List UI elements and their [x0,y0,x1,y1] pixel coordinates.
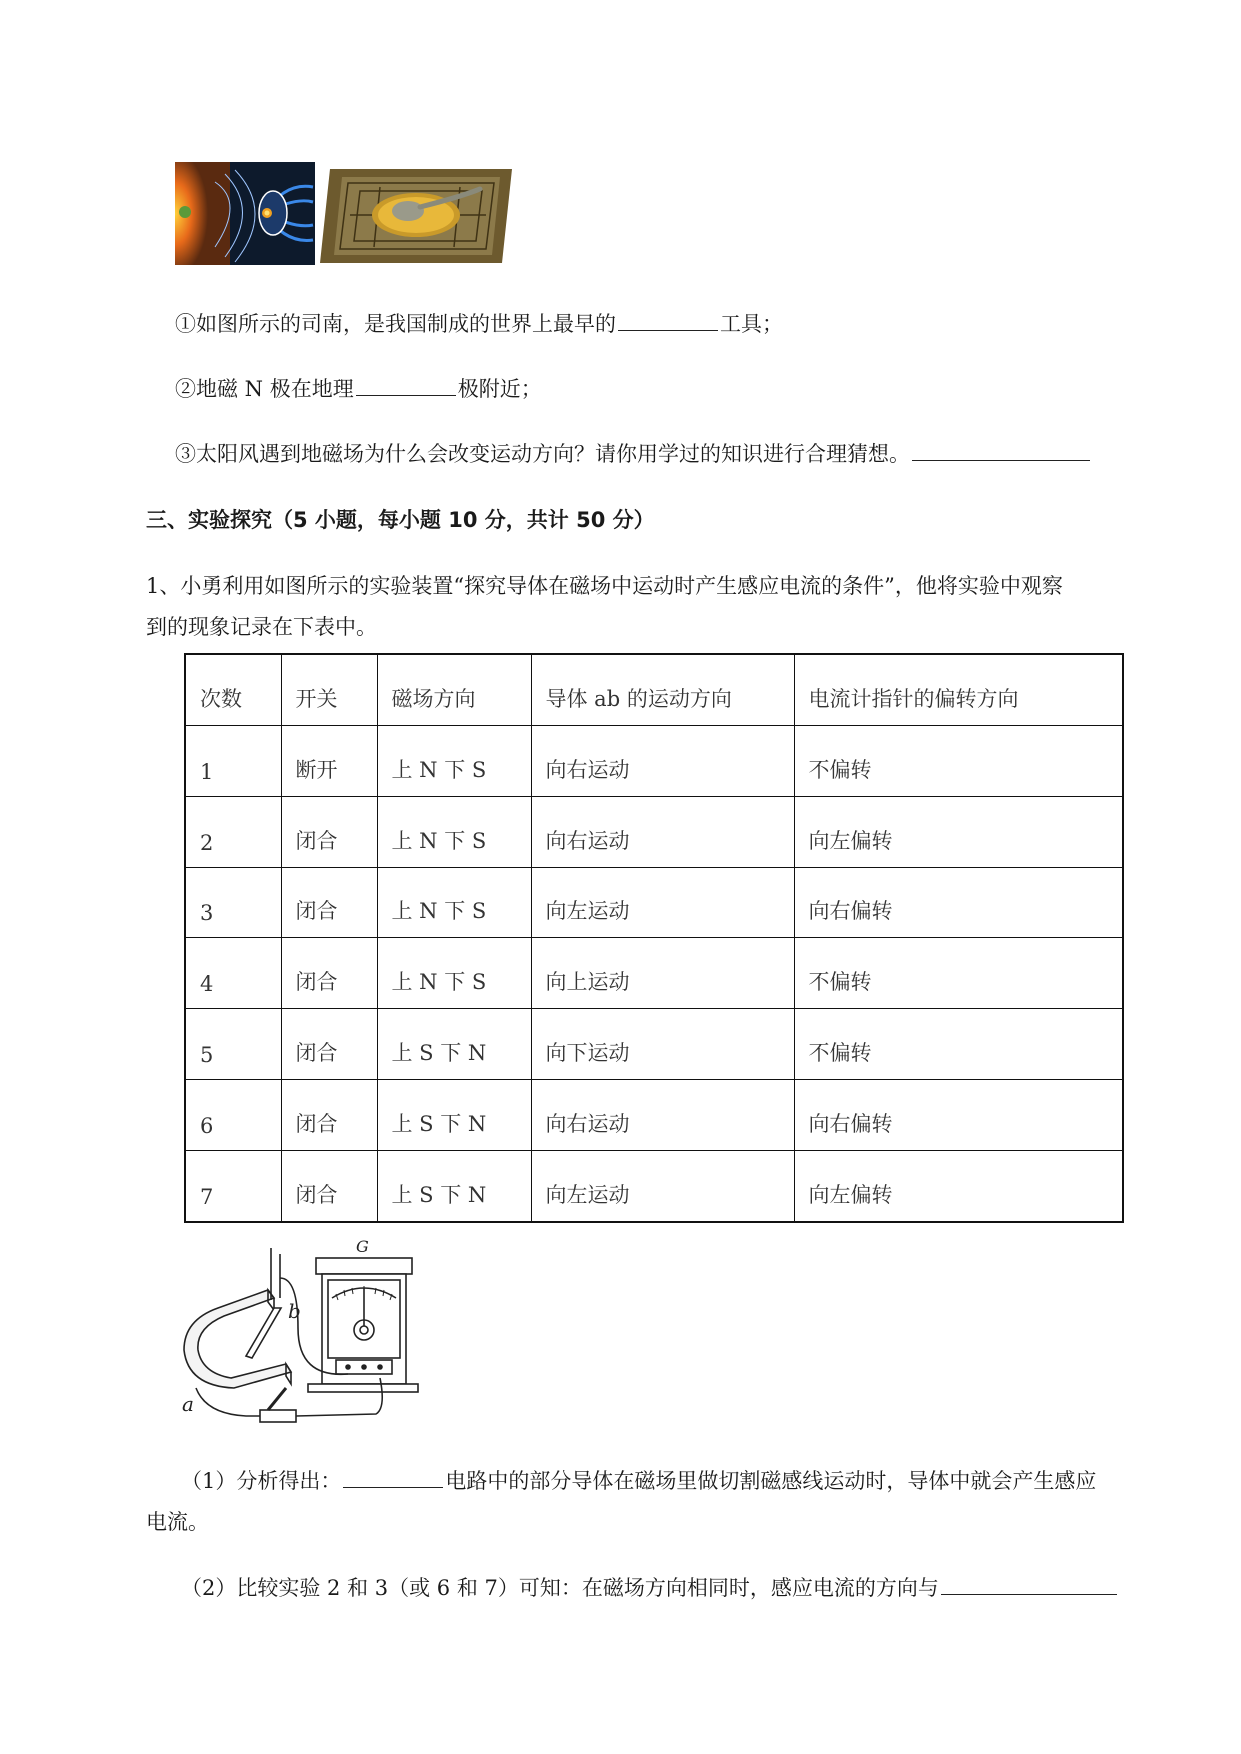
section-title: 三、实验探究（5 小题，每小题 10 分，共计 50 分） [146,508,655,532]
table-cell: 上 N 下 S [377,726,531,797]
answer-blank [343,1486,443,1488]
table-cell: 3 [185,867,281,938]
table-cell: 4 [185,938,281,1009]
question-geomagnetic-pole: ②地磁 N 极在地理 极附近； [175,377,542,401]
table-cell: 向右运动 [531,1080,794,1151]
table-cell: 不偏转 [794,1009,1123,1080]
table-cell: 闭合 [281,796,377,867]
table-row [185,1009,1123,1080]
table-cell: 上 N 下 S [377,938,531,1009]
label-g: G [356,1238,369,1256]
question-solar-wind: ③太阳风遇到地磁场为什么会改变运动方向？请你用学过的知识进行合理猜想。 [175,444,1092,465]
table-row [185,1080,1123,1151]
table-row [185,796,1123,867]
table-cell: 不偏转 [794,726,1123,797]
subquestion-1-continued: 电流。 [146,1510,209,1534]
table-cell: 5 [185,1009,281,1080]
table-cell: 上 S 下 N [377,1009,531,1080]
subquestion-2: （2）比较实验 2 和 3（或 6 和 7）可知：在磁场方向相同时，感应电流的方向与 [181,1578,1119,1599]
table-header-row [185,654,1123,726]
label-a: a [182,1392,194,1416]
table-cell: 上 N 下 S [377,796,531,867]
table-header-cell: 电流计指针的偏转方向 [794,654,1123,726]
table-header-cell: 导体 ab 的运动方向 [531,654,794,726]
table-cell: 1 [185,726,281,797]
answer-blank [356,394,456,396]
table-cell: 向上运动 [531,938,794,1009]
table-cell: 向右偏转 [794,1080,1123,1151]
table-cell: 不偏转 [794,938,1123,1009]
table-cell: 闭合 [281,1009,377,1080]
experiment-table [184,653,1124,1223]
table-cell: 断开 [281,726,377,797]
table-cell: 2 [185,796,281,867]
table-cell: 向左偏转 [794,1150,1123,1222]
answer-blank [912,459,1090,461]
problem-1-text-line-1: 1、小勇利用如图所示的实验装置“探究导体在磁场中运动时产生感应电流的条件”，他将实验中观察 [146,574,1063,598]
induction-apparatus-diagram [176,1238,426,1430]
table-cell: 7 [185,1150,281,1222]
table-cell: 向右运动 [531,796,794,867]
table-cell: 向左偏转 [794,796,1123,867]
sinan-compass-image [320,167,512,265]
magnetosphere-image [175,162,315,265]
table-cell: 向右偏转 [794,867,1123,938]
table-cell: 向左运动 [531,867,794,938]
table-cell: 上 S 下 N [377,1080,531,1151]
table-cell: 闭合 [281,867,377,938]
table-cell: 闭合 [281,1080,377,1151]
table-cell: 向左运动 [531,1150,794,1222]
answer-blank [618,329,718,331]
problem-1-text-line-2: 到的现象记录在下表中。 [146,615,377,639]
table-header-cell: 磁场方向 [377,654,531,726]
subquestion-1: （1）分析得出： 电路中的部分导体在磁场里做切割磁感线运动时，导体中就会产生感应 [181,1469,1097,1493]
question-compass-tool: ①如图所示的司南，是我国制成的世界上最早的 工具； [175,312,783,336]
table-row [185,1150,1123,1222]
label-b: b [288,1299,301,1323]
table-cell: 向下运动 [531,1009,794,1080]
table-row [185,726,1123,797]
table-cell: 上 S 下 N [377,1150,531,1222]
table-cell: 上 N 下 S [377,867,531,938]
table-row [185,867,1123,938]
table-cell: 6 [185,1080,281,1151]
table-cell: 闭合 [281,938,377,1009]
table-header-cell: 开关 [281,654,377,726]
table-cell: 向右运动 [531,726,794,797]
table-row [185,938,1123,1009]
table-header-cell: 次数 [185,654,281,726]
answer-blank [941,1593,1117,1595]
table-cell: 闭合 [281,1150,377,1222]
